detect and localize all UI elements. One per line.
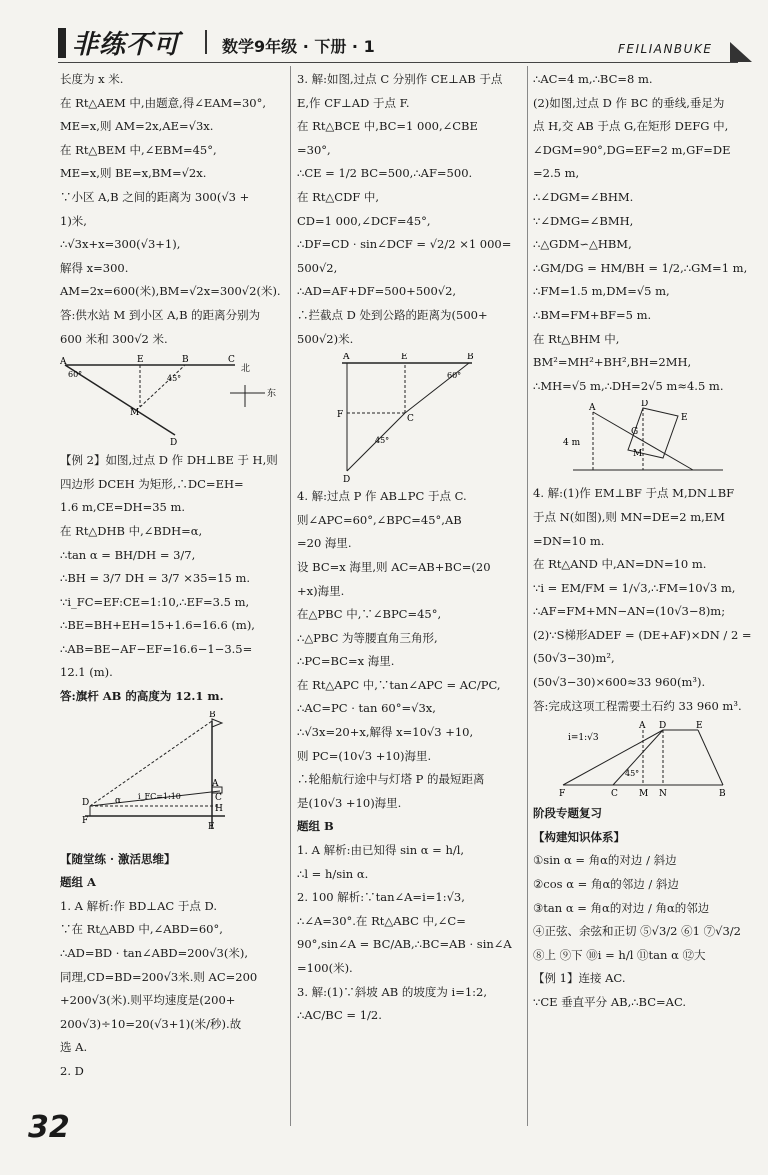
fig3-E: E: [401, 353, 408, 363]
text-line: 于点 N(如图),则 MN=DE=2 m,EM: [533, 509, 725, 524]
text-line: ∴AC=PC · tan 60°=√3x,: [297, 701, 436, 716]
fig4-G: G: [631, 427, 639, 438]
text-line: E,作 CF⊥AD 于点 F.: [297, 95, 410, 110]
text-line: 答:完成这项工程需要土石约 33 960 m³.: [533, 698, 742, 713]
text-line: ∴FM=1.5 m,DM=√5 m,: [533, 284, 670, 299]
fig3-C: C: [407, 414, 414, 425]
text-line: ∴∠A=30°.在 Rt△ABC 中,∠C=: [297, 913, 466, 928]
text-line: 200√3)÷10=20(√3+1)(米/秒).故: [60, 1016, 242, 1031]
figure-water-station: [60, 355, 285, 445]
text-line: 600 米和 300√2 米.: [60, 331, 168, 346]
text-line: 【例 2】如图,过点 D 作 DH⊥BE 于 H,则: [60, 453, 278, 468]
fig-label-C: C: [215, 792, 222, 803]
text-line: ∠DGM=90°,DG=EF=2 m,GF=DE: [533, 142, 731, 157]
fig3-angle45: 45°: [375, 436, 390, 446]
text-line: ∵∠DMG=∠BMH,: [533, 213, 634, 228]
text-line: ∴DF=CD · sin∠DCF = √2/2 ×1 000=: [297, 237, 512, 252]
text-line: ∴BH = 3/7 DH = 3/7 ×35=15 m.: [60, 571, 251, 586]
column-3: [533, 68, 758, 1015]
fig5-slope: i=1:√3: [568, 733, 599, 744]
fig5-E: E: [696, 721, 703, 732]
label-M: M: [130, 408, 140, 419]
fig3-F: F: [337, 410, 344, 421]
text-line: (50√3−30)×600≈33 960(m³).: [533, 675, 706, 690]
text-line: ME=x,则 AM=2x,AE=√3x.: [60, 119, 214, 134]
text-line: ∴MH=√5 m,∴DH=2√5 m≈4.5 m.: [533, 378, 724, 393]
text-line: 1. A 解析:由已知得 sin α = h/l,: [297, 843, 465, 858]
text-line: 四边形 DCEH 为矩形,∴DC=EH=: [60, 476, 244, 491]
angle-60: 60°: [68, 370, 83, 380]
text-line: +200√3(米).则平均速度是(200+: [60, 993, 236, 1008]
text-line: 答:旗杆 AB 的高度为 12.1 m.: [60, 689, 224, 704]
figure-intercept: [297, 353, 527, 483]
east-label: 东: [267, 389, 277, 400]
figure-slope-rect: [533, 400, 758, 480]
text-line: ∴l = h/sin α.: [297, 866, 369, 881]
text-line: ME=x,则 BE=x,BM=√2x.: [60, 166, 207, 181]
problem-4-trapezoid: [533, 482, 758, 718]
stage-review: [533, 802, 758, 1014]
column-divider: [290, 66, 291, 1126]
text-line: BM²=MH²+BH²,BH=2MH,: [533, 355, 692, 370]
fig4-E: E: [681, 413, 688, 424]
fig-label-F: F: [82, 815, 89, 826]
text-line: =30°,: [297, 142, 331, 157]
example-2-text: [60, 449, 285, 709]
text-line: 4. 解:过点 P 作 AB⊥PC 于点 C.: [297, 489, 467, 504]
text-line: 4. 解:(1)作 EM⊥BF 于点 M,DN⊥BF: [533, 486, 735, 501]
page-number: 32: [28, 1110, 70, 1145]
page-header: [0, 0, 768, 64]
text-line: 是(10√3 +10)海里.: [297, 795, 402, 810]
text-line: +x)海里.: [297, 583, 345, 598]
logo-bar: [58, 28, 66, 58]
logo: 非练不可: [72, 30, 181, 60]
text-line: (2)如图,过点 D 作 BC 的垂线,垂足为: [533, 95, 725, 110]
figure-flagpole: [60, 711, 285, 846]
text-line: ∴AD=AF+DF=500+500√2,: [297, 284, 457, 299]
text-line: 在 Rt△AND 中,AN=DN=10 m.: [533, 557, 707, 572]
text-line: 500√2)米.: [297, 331, 354, 346]
solution-text: [60, 68, 285, 351]
text-line: 12.1 (m).: [60, 665, 113, 680]
text-line: 答:供水站 M 到小区 A,B 的距离分别为: [60, 307, 261, 322]
text-line: 解得 x=300.: [60, 260, 129, 275]
text-line: 题组 B: [297, 819, 334, 834]
text-line: 则 PC=(10√3 +10)海里.: [297, 748, 432, 763]
text-line: 3. 解:如图,过点 C 分别作 CE⊥AB 于点: [297, 72, 503, 86]
fig4-height: 4 m: [563, 438, 581, 449]
fig5-F: F: [559, 789, 566, 800]
corner-arrow-icon: [730, 42, 752, 62]
text-line: 【例 1】连接 AC.: [533, 971, 626, 986]
text-line: ①sin α = 角α的对边 / 斜边: [533, 853, 677, 868]
text-line: 1. A 解析:作 BD⊥AC 于点 D.: [60, 898, 217, 913]
text-line: ∴BE=BH+EH=15+1.6=16.6 (m),: [60, 618, 255, 633]
label-B: B: [182, 355, 189, 366]
text-line: ∴√3x+x=300(√3+1),: [60, 237, 181, 252]
fig4-A: A: [589, 403, 596, 414]
fig-label-slope: i_FC=1:10: [138, 791, 181, 801]
problem-3-solution: [297, 68, 527, 351]
text-line: 则∠APC=60°,∠BPC=45°,AB: [297, 512, 462, 527]
text-line: ∴AC/BC = 1/2.: [297, 1008, 382, 1023]
text-line: 在 Rt△APC 中,∵tan∠APC = AC/PC,: [297, 677, 501, 692]
text-line: =100(米).: [297, 961, 353, 975]
text-line: 阶段专题复习: [533, 806, 602, 821]
fig5-B: B: [719, 789, 726, 800]
problem-4-solution: [297, 485, 527, 1028]
column-1: [60, 68, 285, 1084]
column-2: [297, 68, 527, 1028]
text-line: 在 Rt△BCE 中,BC=1 000,∠CBE: [297, 119, 478, 134]
text-line: =20 海里.: [297, 536, 352, 551]
text-line: 【构建知识体系】: [533, 829, 625, 844]
text-line: 在△PBC 中,∵∠BPC=45°,: [297, 607, 442, 622]
text-line: 在 Rt△DHB 中,∠BDH=α,: [60, 523, 203, 538]
figure-trapezoid: [533, 720, 758, 800]
text-line: 在 Rt△AEM 中,由题意,得∠EAM=30°,: [60, 95, 267, 110]
angle-45: 45°: [167, 374, 182, 384]
text-line: ④正弦、余弦和正切 ⑤√3/2 ⑥1 ⑦√3/2: [533, 924, 741, 939]
text-line: =DN=10 m.: [533, 533, 605, 548]
text-line: ∴√3x=20+x,解得 x=10√3 +10,: [297, 725, 474, 740]
text-line: 90°,sin∠A = BC/AB,∴BC=AB · sin∠A: [297, 937, 512, 952]
text-line: 在 Rt△BHM 中,: [533, 331, 620, 346]
text-line: 2. 100 解析:∵tan∠A=i=1:√3,: [297, 890, 465, 905]
fig5-angle45: 45°: [625, 769, 640, 779]
text-line: ∵CE 垂直平分 AB,∴BC=AC.: [533, 995, 686, 1009]
text-line: ∴PC=BC=x 海里.: [297, 654, 395, 669]
text-line: 同理,CD=BD=200√3米.则 AC=200: [60, 969, 258, 984]
header-rule: [58, 62, 738, 63]
text-line: 在 Rt△CDF 中,: [297, 189, 380, 204]
label-A: A: [60, 357, 67, 368]
text-line: ∴GM/DG = HM/BH = 1/2,∴GM=1 m,: [533, 260, 748, 275]
fig5-M: M: [639, 789, 649, 800]
text-line: ∴拦截点 D 处到公路的距离为(500+: [297, 307, 488, 322]
text-line: ∴CE = 1/2 BC=500,∴AF=500.: [297, 166, 473, 181]
text-line: 长度为 x 米.: [60, 72, 124, 86]
text-line: 1)米,: [60, 213, 87, 228]
label-E: E: [137, 355, 144, 366]
text-line: ∴BM=FM+BF=5 m.: [533, 307, 652, 322]
text-line: 1.6 m,CE=DH=35 m.: [60, 500, 186, 515]
text-line: 在 Rt△BEM 中,∠EBM=45°,: [60, 142, 217, 157]
text-line: ∴AC=4 m,∴BC=8 m.: [533, 72, 653, 86]
fig-label-B: B: [209, 710, 216, 720]
fig5-A: A: [639, 721, 646, 732]
slope-solution: [533, 68, 758, 398]
label-C: C: [228, 355, 235, 366]
text-line: ∴tan α = BH/DH = 3/7,: [60, 547, 196, 562]
practice-section: [60, 848, 285, 1084]
text-line: ∴轮船航行途中与灯塔 P 的最短距离: [297, 772, 485, 787]
text-line: 选 A.: [60, 1040, 88, 1055]
text-line: 2. D: [60, 1064, 84, 1078]
fig-label-A: A: [212, 778, 219, 789]
fig4-D: D: [641, 400, 649, 410]
text-line: ②cos α = 角α的邻边 / 斜边: [533, 877, 679, 892]
text-line: ∴AF=FM+MN−AN=(10√3−8)m;: [533, 604, 726, 619]
label-D: D: [170, 438, 178, 446]
text-line: 题组 A: [60, 875, 96, 890]
text-line: ∴△GDM∽△HBM,: [533, 237, 632, 252]
text-line: ∴AD=BD · tan∠ABD=200√3(米),: [60, 946, 248, 961]
text-line: ∴AB=BE−AF−EF=16.6−1−3.5=: [60, 641, 253, 656]
fig3-D: D: [343, 475, 351, 484]
fig5-C: C: [611, 789, 618, 800]
text-line: 500√2,: [297, 260, 338, 275]
fig3-angle60: 60°: [447, 371, 462, 381]
fig-label-E: E: [208, 821, 215, 832]
text-line: ∵小区 A,B 之间的距离为 300(√3 +: [60, 189, 250, 204]
brand-text: FEILIANBUKE: [618, 42, 713, 56]
north-label: 北: [241, 364, 251, 375]
column-divider: [527, 66, 528, 1126]
header-separator: [205, 30, 207, 54]
fig3-B: B: [467, 353, 474, 363]
text-line: (50√3−30)m²,: [533, 651, 615, 666]
text-line: =2.5 m,: [533, 166, 580, 181]
text-line: ③tan α = 角α的对边 / 角α的邻边: [533, 900, 710, 915]
fig-label-D: D: [82, 797, 90, 808]
fig-label-alpha: α: [115, 795, 122, 806]
fig3-A: A: [343, 353, 350, 363]
book-subtitle: 数学9年级 · 下册 · 1: [222, 37, 375, 56]
text-line: 3. 解:(1)∵斜坡 AB 的坡度为 i=1:2,: [297, 984, 487, 999]
text-line: ⑧上 ⑨下 ⑩i = h/l ⑪tan α ⑫大: [533, 947, 706, 962]
fig5-N: N: [659, 789, 667, 800]
text-line: ∴△PBC 为等腰直角三角形,: [297, 630, 438, 645]
fig5-D: D: [659, 721, 667, 732]
text-line: 设 BC=x 海里,则 AC=AB+BC=(20: [297, 559, 491, 574]
text-line: AM=2x=600(米),BM=√2x=300√2(米).: [60, 284, 281, 299]
fig-label-H: H: [215, 803, 223, 814]
text-line: ∵在 Rt△ABD 中,∠ABD=60°,: [60, 922, 223, 937]
text-line: ∴∠DGM=∠BHM.: [533, 189, 634, 204]
text-line: ∵i_FC=EF:CE=1:10,∴EF=3.5 m,: [60, 594, 250, 609]
text-line: 点 H,交 AB 于点 G,在矩形 DEFG 中,: [533, 119, 729, 134]
fig4-M: M: [633, 449, 643, 460]
text-line: (2)∵S梯形ADEF = (DE+AF)×DN / 2 =: [533, 627, 752, 642]
text-line: 【随堂练 · 激活思维】: [60, 851, 176, 866]
text-line: CD=1 000,∠DCF=45°,: [297, 213, 431, 228]
text-line: ∵i = EM/FM = 1/√3,∴FM=10√3 m,: [533, 580, 736, 595]
